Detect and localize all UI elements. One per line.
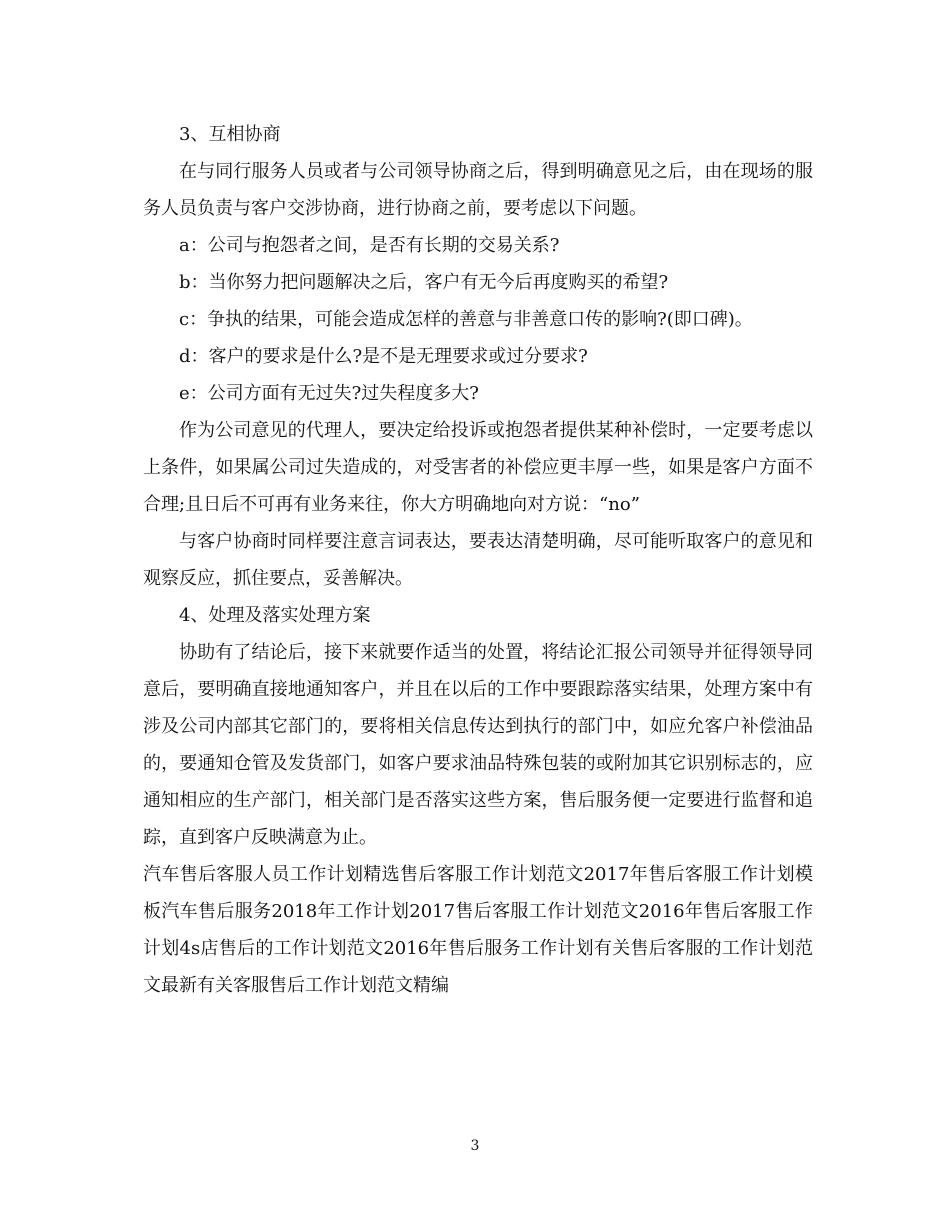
paragraph-negotiation-intro: 在与同行服务人员或者与公司领导协商之后，得到明确意见之后，由在现场的服务人员负责与客户交涉协商，进行协商之前，要考虑以下问题。 bbox=[143, 161, 813, 219]
list-item-b: b：当你努力把问题解决之后，客户有无今后再度购买的希望? bbox=[179, 272, 669, 293]
section-heading-3: 3、互相协商 bbox=[179, 124, 281, 145]
paragraph-implementation: 协助有了结论后，接下来就要作适当的处置，将结论汇报公司领导并征得领导同意后，要明确直接地通知客户，并且在以后的工作中要跟踪落实结果，处理方案中有涉及公司内部其它部门的，要将相关信息传达到执行的部门中，如应允客户补偿油品的，要通知仓管及发货部门，如客户要求油品特殊包装的或附加其它识别标志的，应通知相应的生产部门，相关部门是否落实这些方案，售后服务便一定要进行监督和追踪，直到客户反映满意为止。 bbox=[143, 642, 813, 848]
paragraph-expression: 与客户协商时同样要注意言词表达，要表达清楚明确，尽可能听取客户的意见和观察反应，抓住要点，妥善解决。 bbox=[143, 531, 813, 589]
list-item-c: c：争执的结果，可能会造成怎样的善意与非善意口传的影响?(即口碑)。 bbox=[179, 309, 753, 330]
paragraph-compensation: 作为公司意见的代理人，要决定给投诉或抱怨者提供某种补偿时，一定要考虑以上条件，如果属公司过失造成的，对受害者的补偿应更丰厚一些，如果是客户方面不合理;且日后不可再有业务来往，你大方明确地向对方说：“no” bbox=[143, 420, 813, 515]
section-heading-4: 4、处理及落实处理方案 bbox=[179, 605, 371, 626]
list-item-e: e：公司方面有无过失?过失程度多大? bbox=[179, 383, 479, 404]
list-item-a: a：公司与抱怨者之间，是否有长期的交易关系? bbox=[179, 235, 560, 256]
page-number: 3 bbox=[470, 1138, 480, 1154]
related-links-text: 汽车售后客服人员工作计划精选售后客服工作计划范文2017年售后客服工作计划模板汽车售后服务2018年工作计划2017售后客服工作计划范文2016年售后客服工作计划4s店售后的工作计划范文2016年售后服务工作计划有关售后客服的工作计划范文最新有关客服售后工作计划范文精编 bbox=[143, 864, 813, 996]
document-body bbox=[143, 116, 813, 1004]
list-item-d: d：客户的要求是什么?是不是无理要求或过分要求? bbox=[179, 346, 588, 367]
